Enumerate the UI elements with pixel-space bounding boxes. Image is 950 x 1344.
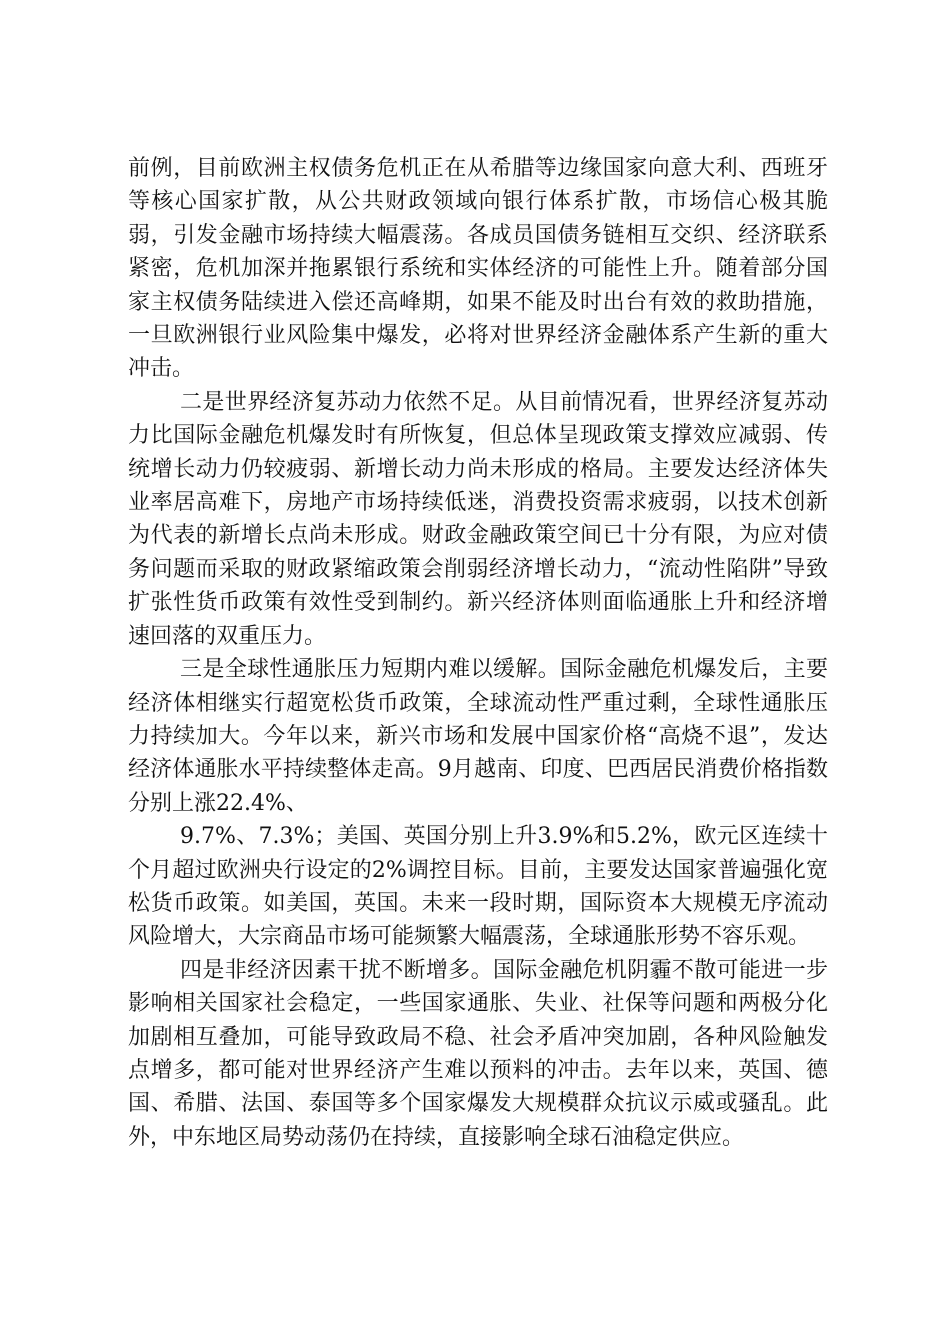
paragraph-non-economic-factors: 四是非经济因素干扰不断增多。国际金融危机阴霾不散可能进一步影响相关国家社会稳定，一些国家通胀、失业、社保等问题和两极分化加剧相互叠加，可能导致政局不稳、社会矛盾冲突加剧，各种风险触发点增多，都可能对世界经济产生难以预料的冲击。去年以来，英国、德国、希腊、法国、泰国等多个国家爆发大规模群众抗议示威或骚乱。此外，中东地区局势动荡仍在持续，直接影响全球石油稳定供应。	[128, 957, 828, 1150]
paragraph-inflation-pressure: 三是全球性通胀压力短期内难以缓解。国际金融危机爆发后，主要经济体相继实行超宽松货币政策，全球流动性严重过剩，全球性通胀压力持续加大。今年以来，新兴市场和发展中国家价格“高烧不退”，发达经济体通胀水平持续整体走高。9月越南、印度、巴西居民消费价格指数分别上涨22.4%、	[128, 657, 828, 816]
document-page	[128, 152, 828, 1154]
paragraph-europe-debt-crisis: 前例，目前欧洲主权债务危机正在从希腊等边缘国家向意大利、西班牙等核心国家扩散，从公共财政领域向银行体系扩散，市场信心极其脆弱，引发金融市场持续大幅震荡。各成员国债务链相互交织、经济联系紧密，危机加深并拖累银行系统和实体经济的可能性上升。随着部分国家主权债务陆续进入偿还高峰期，如果不能及时出台有效的救助措施，一旦欧洲银行业风险集中爆发，必将对世界经济金融体系产生新的重大冲击。	[128, 156, 828, 382]
paragraph-inflation-continued: 9.7%、7.3%；美国、英国分别上升3.9%和5.2%，欧元区连续十个月超过欧洲央行设定的2%调控目标。目前，主要发达国家普遍强化宽松货币政策。如美国，英国。未来一段时期，国际资本大规模无序流动风险增大，大宗商品市场可能频繁大幅震荡，全球通胀形势不容乐观。	[128, 824, 828, 950]
paragraph-weak-recovery: 二是世界经济复苏动力依然不足。从目前情况看，世界经济复苏动力比国际金融危机爆发时有所恢复，但总体呈现政策支撑效应减弱、传统增长动力仍较疲弱、新增长动力尚未形成的格局。主要发达经济体失业率居高难下，房地产市场持续低迷，消费投资需求疲弱，以技术创新为代表的新增长点尚未形成。财政金融政策空间已十分有限，为应对债务问题而采取的财政紧缩政策会削弱经济增长动力，“流动性陷阱”导致扩张性货币政策有效性受到制约。新兴经济体则面临通胀上升和经济增速回落的双重压力。	[128, 389, 828, 649]
